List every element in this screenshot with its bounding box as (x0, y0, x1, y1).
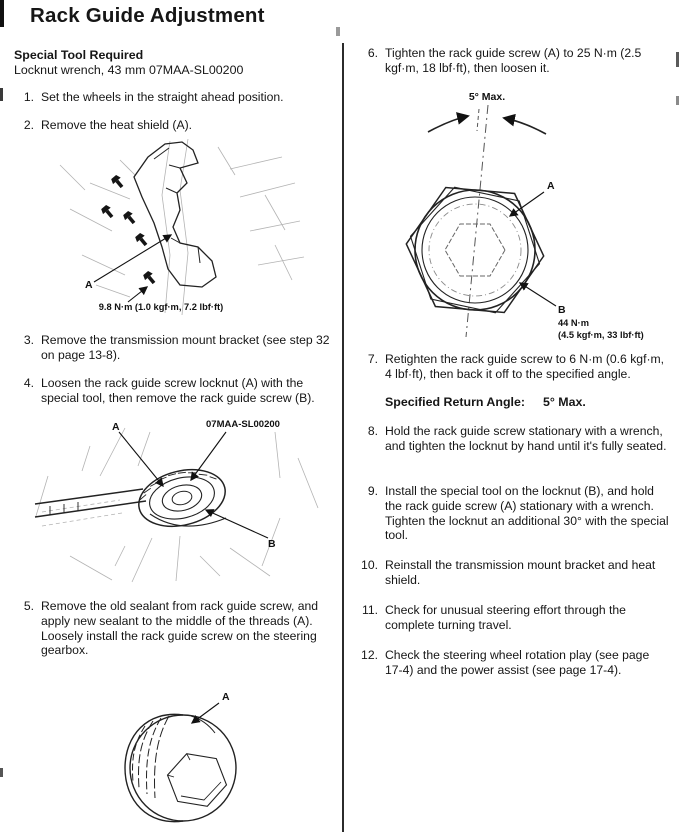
step-3 (12, 333, 337, 363)
step-8 (350, 424, 672, 454)
torque-caption-line1: 44 N·m (558, 318, 590, 328)
figure-label-b: B (558, 304, 566, 316)
step-text: Remove the old sealant from rack guide screw, and apply new sealant to the middle of the threads (A). Loosely install the rack guide screw on the steering gearbox. (41, 599, 319, 658)
angle-note: 5° Max. (468, 91, 506, 103)
scan-artifact (0, 0, 4, 27)
angle-dash (477, 109, 479, 131)
step-number: 10. (361, 558, 378, 572)
figure-label-a: A (222, 691, 230, 703)
step-1 (12, 90, 337, 105)
step-6 (350, 46, 672, 76)
step-4 (12, 376, 337, 406)
step-number: 7. (367, 352, 378, 366)
step-12 (350, 648, 672, 678)
step-5 (12, 599, 337, 658)
scan-artifact (0, 768, 3, 777)
column-divider (342, 43, 344, 832)
figure-label-a: A (85, 279, 93, 291)
step-text: Check for unusual steering effort through the complete turning travel. (385, 603, 626, 632)
step-11 (350, 603, 672, 633)
bolt-icon (110, 174, 126, 190)
step-number: 11. (361, 603, 378, 617)
scan-artifact (0, 88, 3, 101)
figure-special-tool-use (30, 416, 335, 588)
leader-arrow-a (94, 235, 171, 282)
leader-arrow-torque (128, 287, 147, 302)
torque-caption: 9.8 N·m (1.0 kgf·m, 7.2 lbf·ft) (98, 302, 224, 312)
step-number: 4. (23, 376, 34, 390)
step-text: Install the special tool on the locknut (B), and hold the rack guide screw (A) stationary with a wrench. Tighten the locknut an additional 30° with the special tool. (385, 484, 669, 543)
heat-shield-outline (134, 142, 216, 287)
spec-label: Specified Return Angle: (385, 395, 525, 409)
figure-rack-guide-screw (95, 688, 255, 832)
step-text: Hold the rack guide screw stationary with a wrench, and tighten the locknut by hand until it's fully seated. (385, 424, 667, 453)
step-9 (350, 484, 672, 543)
step-text: Check the steering wheel rotation play (see page 17-4) and the power assist (see page 17-4). (385, 648, 650, 677)
leader-arrow-b (206, 510, 268, 538)
special-tool-item: Locknut wrench, 43 mm 07MAA-SL00200 (14, 63, 244, 77)
spec-value: 5° Max. (542, 395, 586, 409)
step-number: 8. (367, 424, 378, 438)
special-tool-heading: Special Tool Required (14, 48, 144, 62)
step-number: 12. (361, 648, 378, 662)
figure-label-a: A (547, 180, 555, 192)
step-text: Tighten the rack guide screw (A) to 25 N·m (2.5 kgf·m, 18 lbf·ft), then loosen it. (385, 46, 642, 75)
step-7 (350, 352, 672, 382)
step-text: Remove the heat shield (A). (41, 118, 193, 132)
figure-label-a: A (112, 421, 120, 433)
step-2 (12, 118, 337, 133)
figure-label-b: B (268, 538, 276, 550)
step-text: Retighten the rack guide screw to 6 N·m (0.6 kgf·m, 4 lbf·ft), then back it off to the specified angle. (385, 352, 665, 381)
step-text: Set the wheels in the straight ahead position. (41, 90, 284, 104)
rotation-arrow-right (504, 118, 546, 134)
page-title: Rack Guide Adjustment (30, 4, 265, 27)
step-number: 2. (23, 118, 34, 132)
step-text: Reinstall the transmission mount bracket and heat shield. (385, 558, 656, 587)
bolt-icon (142, 270, 158, 286)
figure-locknut-front (360, 85, 675, 350)
hex-socket (168, 754, 227, 807)
tool-code-label: 07MAA-SL00200 (206, 419, 280, 430)
tool-and-gearbox (35, 461, 231, 535)
step-text: Remove the transmission mount bracket (see step 32 on page 13-8). (41, 333, 330, 362)
step-number: 1. (23, 90, 34, 104)
bolt-icon (134, 232, 150, 248)
specified-return-angle (385, 395, 586, 409)
figure-heat-shield (30, 135, 330, 320)
step-text: Loosen the rack guide screw locknut (A) with the special tool, then remove the rack guide screw (B). (41, 376, 315, 405)
step-number: 3. (23, 333, 34, 347)
screw-outline (125, 714, 236, 821)
locknut-outline (406, 187, 543, 313)
step-number: 9. (367, 484, 378, 498)
bolt-icon (100, 204, 116, 220)
step-number: 5. (23, 599, 34, 613)
background-linework (60, 139, 304, 315)
bolt-icon (122, 210, 138, 226)
leader-arrow-a (119, 432, 163, 486)
scan-artifact (336, 27, 340, 36)
step-10 (350, 558, 672, 588)
leader-arrow-b (520, 283, 556, 306)
step-number: 6. (367, 46, 378, 60)
torque-caption-line2: (4.5 kgf·m, 33 lbf·ft) (558, 330, 644, 340)
rotation-arrow-left (428, 116, 468, 132)
